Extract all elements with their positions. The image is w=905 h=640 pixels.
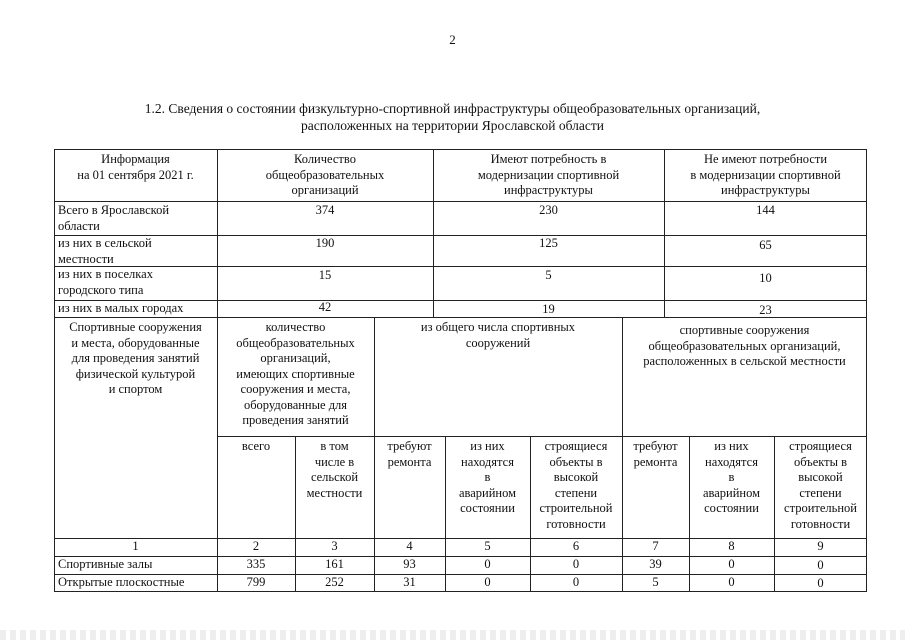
t1-cell: 10: [759, 271, 772, 285]
t2-cell: 161: [325, 557, 344, 571]
t2-colnum: 3: [331, 539, 338, 553]
t1-row-label: из них в поселках городского типа: [58, 267, 153, 297]
t2-cell: 0: [484, 557, 491, 571]
t1-cell: 125: [539, 236, 558, 250]
t1-row-label: Всего в Ярославской области: [58, 203, 170, 233]
t2-cell: 0: [572, 557, 580, 571]
t2-colnum: 8: [728, 539, 735, 553]
t2-subhead-rural: в том числе в сельской местности: [306, 439, 363, 500]
t1-cell: 19: [542, 302, 555, 316]
t1-cell: 42: [318, 300, 332, 314]
t2-colnum: 2: [252, 539, 260, 553]
t1-header-no-need-modernization: Не имеют потребности в модернизации спортивной инфраструктуры: [690, 152, 841, 197]
t2-subhead-rural-repair: требуют ремонта: [633, 439, 678, 469]
t2-cell: 0: [728, 557, 735, 571]
t2-row-label: Открытые плоскостные: [58, 575, 185, 589]
t1-cell: 374: [315, 203, 335, 217]
t2-subhead-rural-construction: строящиеся объекты в высокой степени строительной готовности: [784, 439, 857, 531]
t2-group-rural-facilities: спортивные сооружения общеобразовательных организаций, расположенных в сельской местности: [643, 323, 846, 368]
t1-cell: 65: [759, 238, 772, 252]
t2-cell: 39: [649, 557, 662, 571]
t2-cell: 252: [325, 575, 344, 589]
t2-cell: 5: [652, 575, 659, 589]
t2-colnum: 5: [484, 539, 491, 553]
t1-cell: 15: [318, 268, 332, 282]
t1-cell: 5: [545, 268, 552, 282]
t2-group-total-facilities: из общего числа спортивных сооружений: [420, 320, 576, 350]
t1-header-info: Информация на 01 сентября 2021 г.: [77, 152, 194, 182]
t2-cell: 335: [246, 557, 266, 571]
t2-colnum: 9: [817, 539, 824, 553]
t2-group-count: количество общеобразовательных организаций, имеющих спортивные сооружения и места, оборудованные для проведения занятий: [236, 320, 355, 427]
t1-cell: 190: [315, 236, 335, 250]
t2-cell: 0: [572, 575, 580, 589]
t2-colnum: 7: [652, 539, 659, 553]
t1-cell: 144: [756, 203, 775, 217]
t2-subhead-construction: строящиеся объекты в высокой степени строительной готовности: [539, 439, 613, 531]
title-line-2: расположенных на территории Ярославской области: [301, 118, 604, 133]
t1-header-count: Количество общеобразовательных организаций: [265, 152, 385, 197]
t2-cell: 0: [817, 576, 824, 590]
document-title: [40, 100, 865, 134]
t2-colnum: 4: [406, 539, 413, 553]
t2-subhead-rural-emergency: из них находятся в аварийном состоянии: [702, 439, 761, 515]
t2-cell: 0: [817, 558, 824, 572]
t2-cell: 799: [246, 575, 266, 589]
t2-colnum: 1: [132, 539, 139, 553]
t1-row-label: из них в малых городах: [58, 301, 184, 315]
scan-edge-artifact: [0, 630, 905, 640]
t1-row-label: из них в сельской местности: [58, 236, 152, 266]
t2-cell: 0: [728, 575, 735, 589]
t2-cell: 31: [403, 575, 416, 589]
t2-row-label: Спортивные залы: [58, 557, 153, 571]
title-line-1: 1.2. Сведения о состоянии физкультурно-спортивной инфраструктуры общеобразовательных организаций,: [144, 101, 761, 116]
t1-header-need-modernization: Имеют потребность в модернизации спортивной инфраструктуры: [477, 152, 620, 197]
t2-subhead-repair: требуют ремонта: [387, 439, 432, 469]
t2-cell: 93: [403, 557, 416, 571]
t2-subhead-emergency: из них находятся в аварийном состоянии: [458, 439, 517, 515]
page-number: 2: [449, 32, 456, 47]
t2-subhead-total: всего: [241, 439, 271, 453]
t2-colnum: 6: [572, 539, 580, 553]
t2-row-header: Спортивные сооружения и места, оборудованные для проведения занятий физической культурой и спортом: [69, 320, 202, 396]
t1-cell: 23: [759, 303, 772, 317]
t2-cell: 0: [484, 575, 491, 589]
t1-cell: 230: [539, 203, 558, 217]
